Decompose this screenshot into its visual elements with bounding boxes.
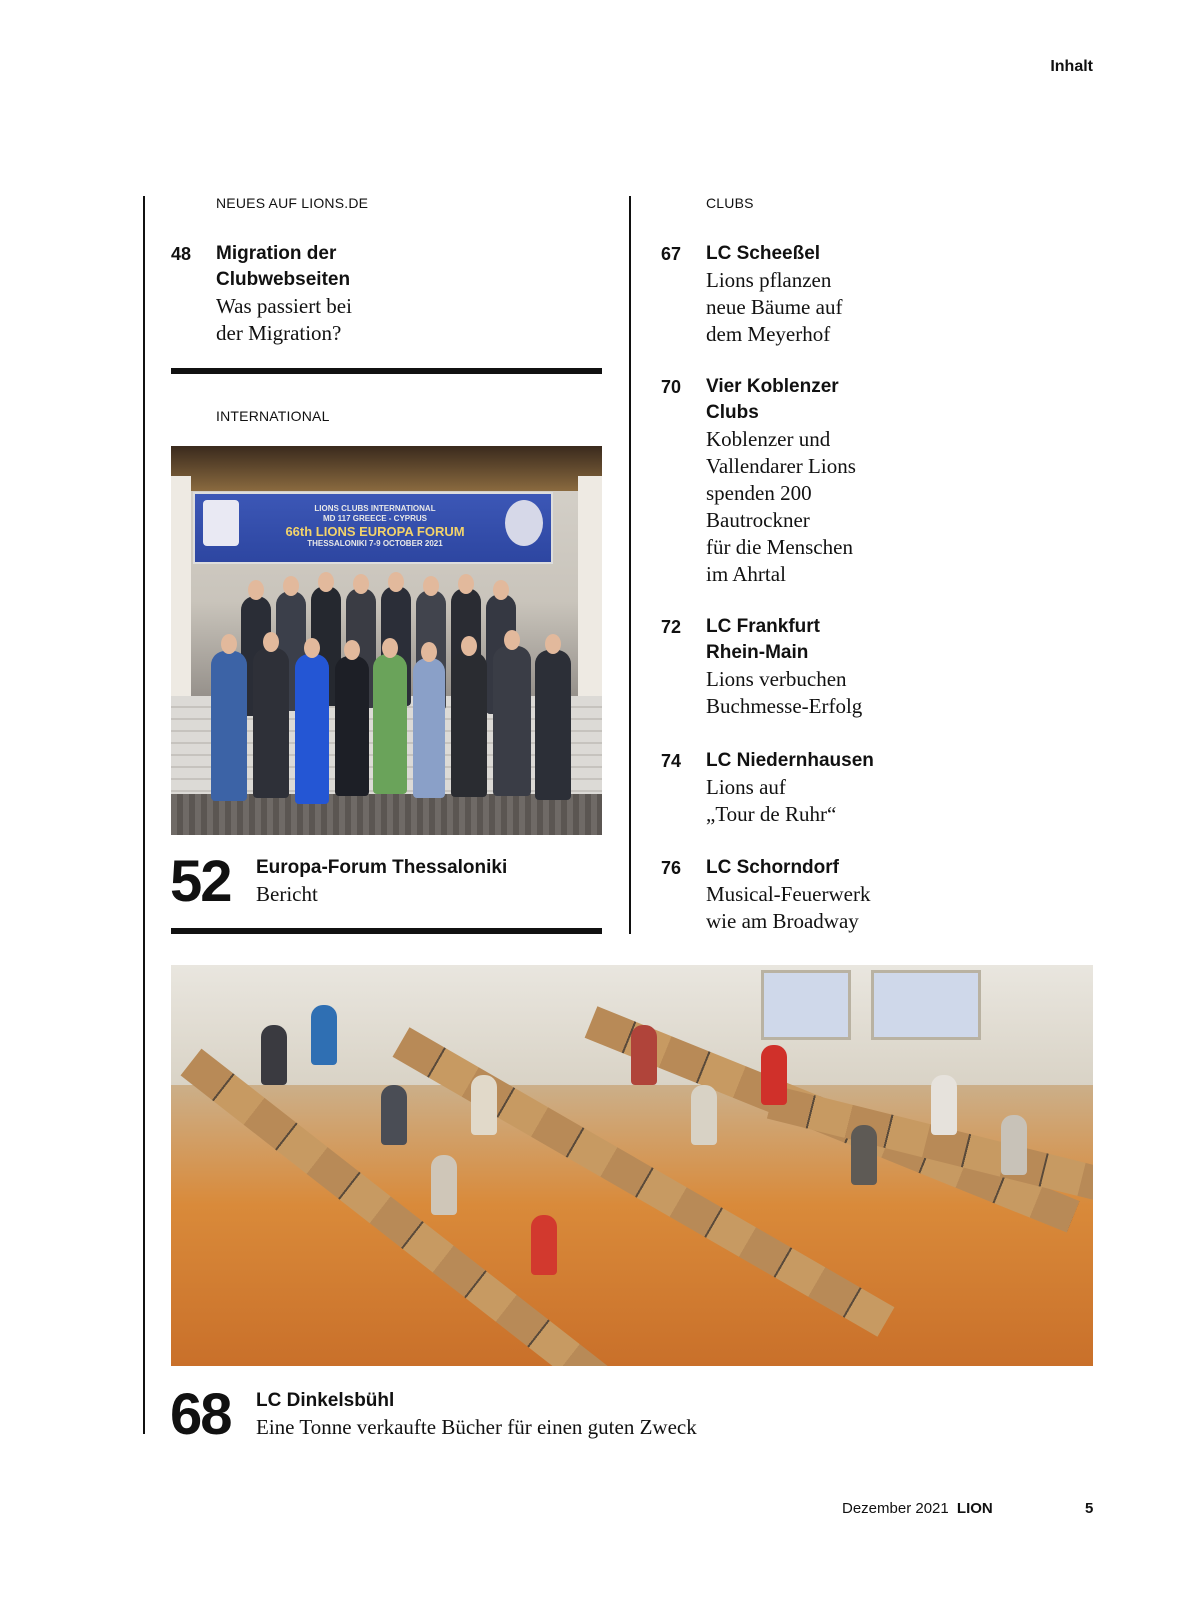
entry-title: LC Dinkelsbühl [256,1390,395,1411]
section-heading-international: INTERNATIONAL [216,408,330,424]
entry-title-line: Clubs [706,402,759,423]
banner-line: LIONS CLUBS INTERNATIONAL [314,504,436,513]
section-heading-clubs: CLUBS [706,195,754,211]
banner-line: 66th LIONS EUROPA FORUM [285,524,465,539]
entry-title-line: Vier Koblenzer [706,376,839,397]
entry-title-line: Clubwebseiten [216,269,351,290]
entry-subtitle-line: neue Bäume auf [706,295,843,319]
section-rule [171,368,602,374]
footer-issue [842,1500,993,1517]
entry-title-line: LC Scheeßel [706,243,821,264]
entry-migration[interactable] [216,241,596,347]
entry-subtitle-line: Lions pflanzen [706,268,832,292]
entry-title-line: LC Frankfurt [706,616,820,637]
left-divider [143,196,145,1434]
entry-lc-scheessel[interactable] [706,241,1086,348]
lions-crest-icon [203,500,239,546]
entry-title: Europa-Forum Thessaloniki [256,857,508,878]
entry-subtitle-line: Bautrockner [706,508,810,532]
section-rule [171,928,602,934]
europa-forum-photo [171,446,602,835]
window [761,970,851,1040]
banner-line: MD 117 GREECE - CYPRUS [322,514,428,523]
section-label: Inhalt [1050,58,1093,75]
entry-subtitle-line: Was passiert bei [216,294,352,318]
entry-title-line: Rhein-Main [706,642,809,663]
portrait-medallion-icon [505,500,543,546]
page-number-52: 52 [170,849,231,914]
page-number-72: 72 [661,617,682,637]
group-of-people [201,576,581,806]
entry-lc-frankfurt[interactable] [706,614,1086,720]
page-number-74: 74 [661,751,682,771]
banner-line: THESSALONIKI 7-9 OCTOBER 2021 [307,539,443,548]
entry-title-line: Migration der [216,243,337,264]
footer-date: Dezember 2021 [842,1500,949,1517]
entry-subtitle-line: Lions verbuchen [706,667,847,691]
banner-text [250,504,500,549]
entry-lc-schorndorf[interactable] [706,855,1086,935]
footer-brand: LION [956,1500,993,1517]
page-number-48: 48 [171,244,192,264]
pillar [578,476,602,716]
entry-subtitle-line: „Tour de Ruhr“ [706,802,837,826]
entry-subtitle-line: Lions auf [706,775,786,799]
entry-europa-forum[interactable] [256,855,602,908]
center-divider [629,196,631,934]
entry-lc-niedernhausen[interactable] [706,748,1086,828]
entry-subtitle-line: Koblenzer und [706,427,831,451]
entry-title-line: LC Schorndorf [706,857,839,878]
entry-subtitle-line: Vallendarer Lions [706,454,856,478]
entry-subtitle-line: im Ahrtal [706,562,786,586]
forum-banner [193,492,553,564]
page-number-68: 68 [170,1382,231,1447]
entry-subtitle-line: spenden 200 [706,481,812,505]
page-number-70: 70 [661,377,682,397]
entry-subtitle: Bericht [256,882,318,906]
section-heading-neues: NEUES AUF LIONS.DE [216,195,369,211]
entry-subtitle-line: Musical-Feuerwerk [706,882,871,906]
entry-lc-dinkelsbuehl[interactable] [256,1388,1056,1441]
window [871,970,981,1040]
entry-subtitle-line: für die Menschen [706,535,853,559]
footer-page-number: 5 [1085,1500,1094,1517]
entry-subtitle-line: der Migration? [216,321,342,345]
entry-subtitle: Eine Tonne verkaufte Bücher für einen guten Zweck [256,1415,697,1439]
book-table-row [767,1086,1093,1206]
page-number-67: 67 [661,244,682,264]
entry-title-line: LC Niedernhausen [706,750,874,771]
entry-subtitle-line: Buchmesse-Erfolg [706,694,863,718]
ceiling [171,446,602,491]
entry-subtitle-line: dem Meyerhof [706,322,831,346]
pillar [171,476,191,716]
entry-vier-koblenzer-clubs[interactable] [706,374,1086,588]
page-number-76: 76 [661,858,682,878]
entry-subtitle-line: wie am Broadway [706,909,859,933]
book-sale-photo [171,965,1093,1366]
